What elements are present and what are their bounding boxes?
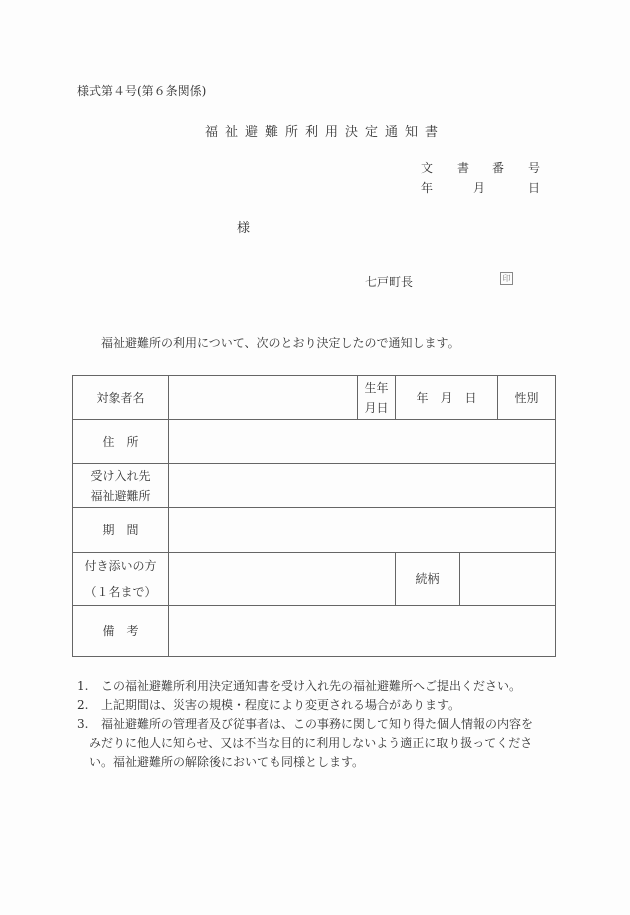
note-item: 3. 福祉避難所の管理者及び従事者は、この事務に関して知り得た個人情報の内容を [77, 717, 534, 731]
birth-label: 生年 月日 [358, 376, 396, 420]
note-item-continuation: い。福祉避難所の解除後においても同様とします。 [89, 755, 365, 769]
table-row [73, 420, 556, 464]
intro-text: 福祉避難所の利用について、次のとおり決定したので通知します。 [101, 336, 460, 350]
note-item-continuation: みだりに他人に知らせ、又は不当な目的に利用しないよう適正に取り扱ってくださ [89, 736, 533, 750]
relation-field[interactable] [460, 553, 556, 606]
table-row [73, 376, 556, 420]
address-label: 住 所 [73, 420, 169, 464]
table-row [73, 606, 556, 657]
subject-name-label: 対象者名 [73, 376, 169, 420]
document-title: 福祉避難所利用決定通知書 [205, 125, 446, 140]
note-item: 1. この福祉避難所利用決定通知書を受け入れ先の福祉避難所へご提出ください。 [77, 679, 522, 693]
form-number: 様式第４号(第６条関係) [77, 84, 207, 98]
date-month: 月 [473, 181, 486, 195]
doc-number-char: 文 [421, 161, 434, 175]
subject-name-field[interactable] [169, 376, 358, 420]
table-row [73, 464, 556, 508]
table-row [73, 508, 556, 553]
remarks-field[interactable] [169, 606, 556, 657]
date-day: 日 [528, 181, 541, 195]
companion-label: 付き添いの方 （１名まで） [73, 553, 169, 606]
address-field[interactable] [169, 420, 556, 464]
decision-form-table [72, 375, 556, 657]
doc-number-char: 書 [457, 161, 470, 175]
doc-number-char: 番 [492, 161, 505, 175]
shelter-label: 受け入れ先 福祉避難所 [73, 464, 169, 508]
doc-number-char: 号 [528, 161, 541, 175]
relation-label: 続柄 [396, 553, 460, 606]
companion-field[interactable] [169, 553, 396, 606]
table-row [73, 553, 556, 606]
note-item: 2. 上記期間は、災害の規模・程度により変更される場合があります。 [77, 698, 461, 712]
issuer: 七戸町長 [365, 275, 414, 289]
period-label: 期 間 [73, 508, 169, 553]
shelter-field[interactable] [169, 464, 556, 508]
seal-icon: 印 [500, 272, 513, 285]
date-year: 年 [421, 181, 434, 195]
period-field[interactable] [169, 508, 556, 553]
remarks-label: 備 考 [73, 606, 169, 657]
addressee-suffix: 様 [237, 221, 251, 236]
birth-date-field[interactable]: 年 月 日 [396, 376, 498, 420]
sex-label: 性別 [498, 376, 556, 420]
